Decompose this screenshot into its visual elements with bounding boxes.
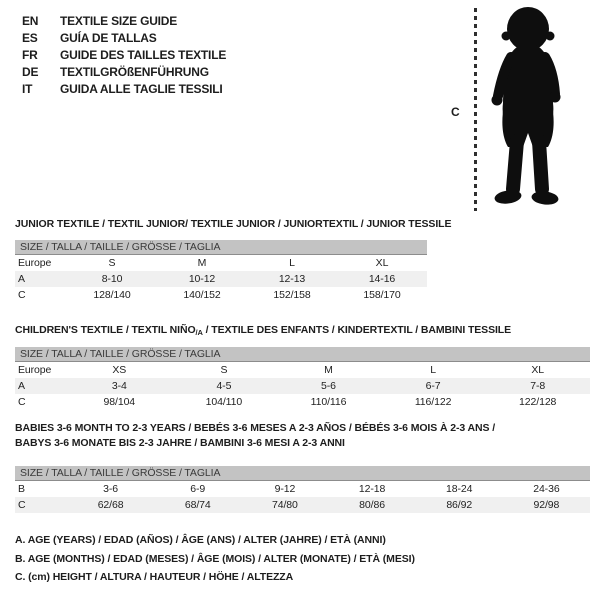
height-measure-line: [474, 8, 477, 211]
size-table-children: [15, 347, 590, 410]
size-cell: 116/122: [414, 396, 452, 408]
size-cell: 24-36: [533, 483, 560, 495]
size-cell: 80/86: [359, 499, 385, 511]
row-label: Europe: [18, 257, 52, 269]
size-cell: S: [220, 364, 228, 376]
language-row: [22, 47, 226, 64]
row-label: B: [18, 483, 25, 495]
language-code: DE: [22, 65, 39, 79]
table-row: [15, 287, 427, 303]
table-size-header: SIZE / TALLA / TAILLE / GRÖSSE / TAGLIA: [15, 240, 427, 255]
title-segment: CHILDREN'S TEXTILE / TEXTIL NIÑO: [15, 324, 196, 336]
row-label: Europe: [18, 364, 52, 376]
size-cell: L: [430, 364, 436, 376]
size-cell: 8-10: [101, 273, 123, 285]
size-table-junior: [15, 240, 427, 303]
row-label: C: [18, 396, 26, 408]
title-segment: / TEXTILE DES ENFANTS / KINDERTEXTIL / BAMBINI TESSILE: [202, 324, 512, 336]
language-code: IT: [22, 82, 33, 96]
size-cell: 140/152: [183, 289, 221, 301]
footnote: A. AGE (YEARS) / EDAD (AÑOS) / ÂGE (ANS) / ALTER (JAHRE) / ETÀ (ANNI): [15, 534, 386, 546]
language-row: [22, 64, 226, 81]
footnote: B. AGE (MONTHS) / EDAD (MESES) / ÂGE (MOIS) / ALTER (MONATE) / ETÀ (MESI): [15, 552, 415, 565]
table-size-header: SIZE / TALLA / TAILLE / GRÖSSE / TAGLIA: [15, 466, 590, 481]
size-cell: 92/98: [533, 499, 560, 511]
size-cell: 62/68: [97, 499, 124, 511]
size-cell: XL: [531, 364, 545, 376]
size-cell: 98/104: [103, 396, 136, 408]
footnotes: [15, 531, 415, 587]
table-row: [15, 394, 590, 410]
size-cell: 3-4: [111, 380, 127, 392]
section-title-babies: [15, 421, 495, 451]
size-cell: 7-8: [530, 380, 546, 392]
language-code: FR: [22, 48, 38, 62]
title-segment: BABIES 3-6 MONTH TO 2-3 YEARS / BEBÉS 3-6 MESES A 2-3 AÑOS / BÉBÉS 3-6 MOIS À 2-3 ANS /: [15, 422, 496, 434]
size-cell: 9-12: [274, 483, 296, 495]
language-code: EN: [22, 14, 39, 28]
size-cell: 14-16: [368, 273, 396, 285]
size-cell: L: [289, 257, 295, 269]
section-title-children: [15, 323, 511, 338]
row-label: A: [18, 273, 25, 285]
table-size-header: SIZE / TALLA / TAILLE / GRÖSSE / TAGLIA: [15, 347, 590, 362]
size-cell: 4-5: [216, 380, 232, 392]
title-segment: /A: [195, 328, 203, 337]
size-cell: XL: [375, 257, 389, 269]
size-cell: M: [324, 364, 333, 376]
language-list: [22, 13, 226, 98]
size-cell: 86/92: [446, 499, 473, 511]
table-row: [15, 378, 590, 394]
row-label: A: [18, 380, 25, 392]
size-cell: M: [197, 257, 207, 269]
language-row: [22, 81, 226, 98]
size-table-babies: [15, 466, 590, 513]
table-row: [15, 271, 427, 287]
size-cell: 18-24: [446, 483, 473, 495]
footnote: C. (cm) HEIGHT / ALTURA / HAUTEUR / HÖHE / ALTEZZA: [15, 571, 294, 583]
size-cell: 12-18: [358, 483, 386, 495]
size-cell: XS: [112, 364, 127, 376]
size-cell: 158/170: [363, 289, 401, 301]
size-cell: 68/74: [184, 499, 211, 511]
baby-silhouette-icon: [481, 5, 581, 209]
size-cell: 152/158: [273, 289, 311, 301]
table-row: [15, 362, 590, 378]
size-cell: S: [108, 257, 116, 269]
table-row: [15, 497, 590, 513]
language-label: GUIDE DES TAILLES TEXTILE: [60, 48, 227, 62]
size-cell: 6-9: [190, 483, 206, 495]
size-cell: 12-13: [278, 273, 306, 285]
section-title-junior: [15, 217, 451, 232]
size-cell: 10-12: [188, 273, 216, 285]
size-cell: 74/80: [272, 499, 298, 511]
language-label: TEXTILE SIZE GUIDE: [60, 14, 178, 28]
size-cell: 3-6: [103, 483, 119, 495]
language-code: ES: [22, 31, 38, 45]
title-segment: BABYS 3-6 MONATE BIS 2-3 JAHRE / BAMBINI 3-6 MESI A 2-3 ANNI: [15, 437, 345, 449]
size-cell: 110/116: [310, 396, 347, 408]
language-label: TEXTILGRÖßENFÜHRUNG: [60, 65, 209, 79]
language-label: GUÍA DE TALLAS: [60, 31, 157, 45]
language-label: GUIDA ALLE TAGLIE TESSILI: [60, 82, 223, 96]
size-cell: 6-7: [425, 380, 441, 392]
size-cell: 104/110: [205, 396, 243, 408]
size-cell: 128/140: [93, 289, 131, 301]
measure-c-label: C: [451, 105, 460, 119]
size-cell: 122/128: [519, 396, 557, 408]
title-segment: JUNIOR TEXTILE / TEXTIL JUNIOR/ TEXTILE JUNIOR / JUNIORTEXTIL / JUNIOR TESSILE: [15, 218, 452, 230]
language-row: [22, 30, 226, 47]
row-label: C: [18, 289, 26, 301]
table-row: [15, 255, 427, 271]
row-label: C: [18, 499, 26, 511]
language-row: [22, 13, 226, 30]
table-row: [15, 481, 590, 497]
size-cell: 5-6: [321, 380, 336, 392]
